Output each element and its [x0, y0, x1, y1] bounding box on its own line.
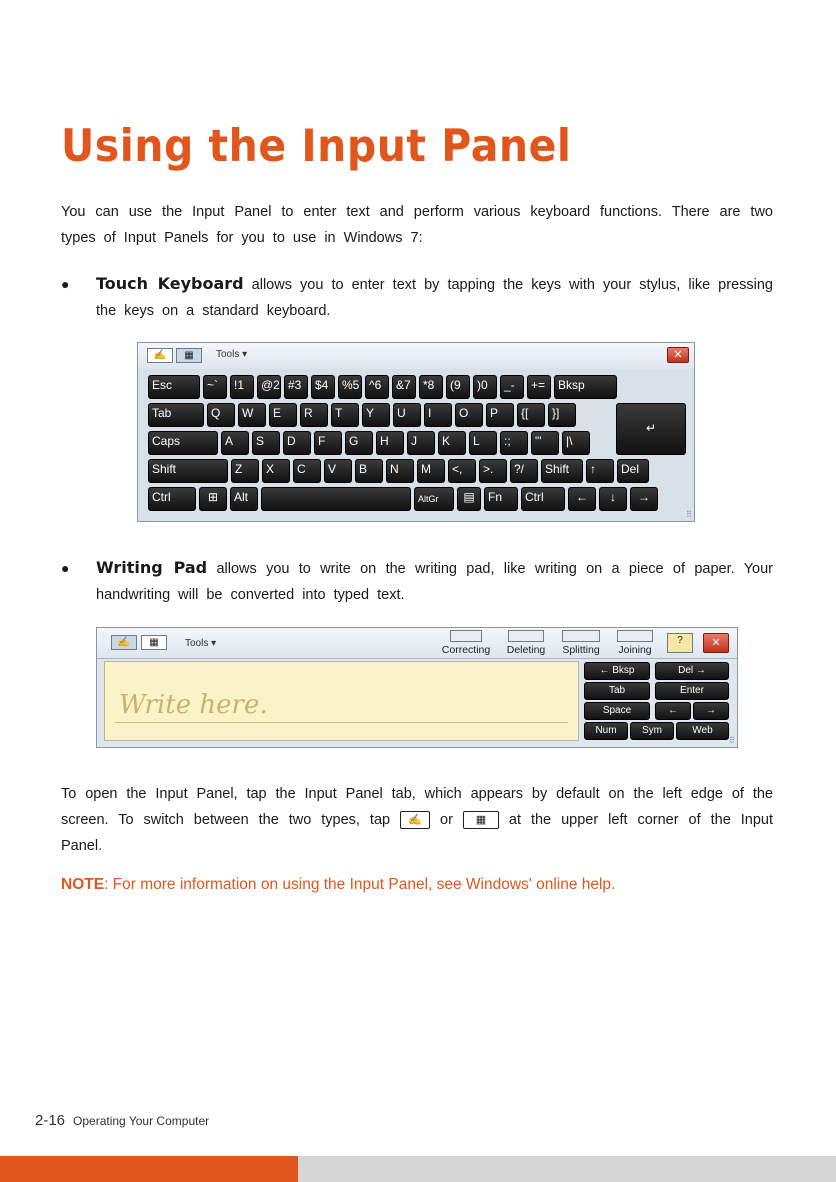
key[interactable]: F — [314, 431, 342, 455]
bullet-dot: ● — [61, 276, 70, 292]
writing-pad-toggle-icon[interactable]: ✍ — [147, 348, 173, 363]
key[interactable]: C — [293, 459, 321, 483]
key[interactable]: ~` — [203, 375, 227, 399]
key[interactable]: D — [283, 431, 311, 455]
right-arrow-button[interactable]: → — [693, 702, 729, 720]
keyboard-toolbar — [138, 343, 694, 369]
key[interactable]: }] — [548, 403, 576, 427]
key[interactable]: V — [324, 459, 352, 483]
key-ctrl-right[interactable]: Ctrl — [521, 487, 565, 511]
key[interactable]: $4 — [311, 375, 335, 399]
key[interactable]: @2 — [257, 375, 281, 399]
key[interactable]: ^6 — [365, 375, 389, 399]
key[interactable]: P — [486, 403, 514, 427]
key-right-arrow[interactable]: → — [630, 487, 658, 511]
key[interactable]: U — [393, 403, 421, 427]
key[interactable]: N — [386, 459, 414, 483]
num-button[interactable]: Num — [584, 722, 628, 740]
page-title: Using the Input Panel — [61, 120, 572, 172]
left-arrow-button[interactable]: ← — [655, 702, 691, 720]
key-space[interactable] — [261, 487, 411, 511]
bullet-dot: ● — [61, 560, 70, 576]
writing-pad-toggle-icon[interactable]: ✍ — [111, 635, 137, 650]
writing-area[interactable] — [104, 661, 579, 741]
key[interactable]: Z — [231, 459, 259, 483]
term-touch-keyboard: Touch Keyboard — [96, 274, 244, 293]
splitting-icon — [562, 630, 600, 642]
sym-button[interactable]: Sym — [630, 722, 674, 740]
key[interactable]: G — [345, 431, 373, 455]
key-caps[interactable]: Caps — [148, 431, 218, 455]
key[interactable]: |\ — [562, 431, 590, 455]
key-alt[interactable]: Alt — [230, 487, 258, 511]
correcting-tool[interactable]: Correcting — [437, 630, 495, 656]
key[interactable]: E — [269, 403, 297, 427]
key[interactable]: :; — [500, 431, 528, 455]
open-instructions-paragraph: To open the Input Panel, tap the Input Panel tab, which appears by default on the left edge of the screen. To switch between the two types, tap ✍ or ▦ at the upper left corner of the Input Panel. — [61, 786, 773, 854]
keyboard-toggle-icon: ▦ — [463, 811, 499, 829]
key-ctrl-left[interactable]: Ctrl — [148, 487, 196, 511]
writing-pad-toolbar — [97, 628, 737, 659]
key[interactable]: >. — [479, 459, 507, 483]
key[interactable]: Q — [207, 403, 235, 427]
splitting-tool[interactable]: Splitting — [555, 630, 607, 656]
enter-button[interactable]: Enter — [655, 682, 729, 700]
joining-tool[interactable]: Joining — [611, 630, 659, 656]
key[interactable]: !1 — [230, 375, 254, 399]
key-shift-left[interactable]: Shift — [148, 459, 228, 483]
note-text: NOTE: For more information on using the Input Panel, see Windows' online help. — [61, 876, 616, 893]
key-fn[interactable]: Fn — [484, 487, 518, 511]
page-footer — [35, 1112, 209, 1129]
menu-key-icon[interactable]: ▤ — [457, 487, 481, 511]
key-shift-right[interactable]: Shift — [541, 459, 583, 483]
write-here-placeholder: Write here. — [119, 690, 268, 720]
term-writing-pad: Writing Pad — [96, 558, 208, 577]
key[interactable]: I — [424, 403, 452, 427]
footer-bar-gray — [298, 1156, 836, 1182]
key-left-arrow[interactable]: ← — [568, 487, 596, 511]
key[interactable]: O — [455, 403, 483, 427]
key[interactable]: X — [262, 459, 290, 483]
key[interactable]: H — [376, 431, 404, 455]
bullet-text: Touch Keyboard allows you to enter text by tapping the keys with your stylus, like pressing the keys on a standard keyboard. — [96, 274, 773, 319]
keyboard-row-3 — [148, 431, 590, 455]
key[interactable]: *8 — [419, 375, 443, 399]
key[interactable]: (9 — [446, 375, 470, 399]
key[interactable]: R — [300, 403, 328, 427]
del-button[interactable]: Del → — [655, 662, 729, 680]
key-up-arrow[interactable]: ↑ — [586, 459, 614, 483]
key[interactable]: J — [407, 431, 435, 455]
writing-baseline — [115, 722, 568, 723]
key-altgr[interactable]: AltGr — [414, 487, 454, 511]
tab-button[interactable]: Tab — [584, 682, 650, 700]
deleting-tool[interactable]: Deleting — [501, 630, 551, 656]
resize-grip-icon[interactable]: ⠿ — [729, 736, 735, 745]
key[interactable]: A — [221, 431, 249, 455]
tools-menu[interactable]: Tools ▾ — [185, 638, 217, 649]
intro-paragraph: You can use the Input Panel to enter text and perform various keyboard functions. There are two types of Input Panels for you to use in Windows 7: — [61, 204, 773, 246]
writing-pad-panel — [96, 627, 738, 748]
key-down-arrow[interactable]: ↓ — [599, 487, 627, 511]
keyboard-toggle-icon[interactable]: ▦ — [141, 635, 167, 650]
key[interactable]: )0 — [473, 375, 497, 399]
key[interactable]: += — [527, 375, 551, 399]
keyboard-row-2 — [148, 403, 576, 427]
key[interactable]: M — [417, 459, 445, 483]
correcting-icon — [450, 630, 482, 642]
key[interactable]: K — [438, 431, 466, 455]
note-label: NOTE — [61, 876, 105, 893]
key-backspace[interactable]: Bksp — [554, 375, 617, 399]
key[interactable]: Y — [362, 403, 390, 427]
key[interactable]: T — [331, 403, 359, 427]
key-esc[interactable]: Esc — [148, 375, 200, 399]
bullet-touch-keyboard — [61, 271, 773, 324]
keyboard-row-4 — [148, 459, 649, 483]
bullet-writing-pad — [61, 555, 773, 608]
touch-keyboard-panel — [137, 342, 695, 522]
writing-pad-toggle-icon: ✍ — [400, 811, 430, 829]
resize-grip-icon[interactable]: ⠿ — [686, 510, 692, 519]
space-button[interactable]: Space — [584, 702, 650, 720]
key[interactable]: {[ — [517, 403, 545, 427]
key-delete[interactable]: Del — [617, 459, 649, 483]
bullet-text: Writing Pad allows you to write on the writing pad, like writing on a piece of paper. Your handwriting will be converted into typed text. — [96, 558, 773, 603]
windows-key-icon[interactable]: ⊞ — [199, 487, 227, 511]
joining-icon — [617, 630, 653, 642]
bksp-button[interactable]: ← Bksp — [584, 662, 650, 680]
close-icon[interactable]: ✕ — [703, 633, 729, 653]
key[interactable]: "' — [531, 431, 559, 455]
keyboard-toggle-icon[interactable]: ▦ — [176, 348, 202, 363]
tools-menu[interactable]: Tools ▾ — [216, 349, 248, 360]
footer-bar-orange — [0, 1156, 298, 1182]
page-number: 2-16 — [35, 1112, 66, 1129]
key[interactable]: &7 — [392, 375, 416, 399]
keyboard-row-5 — [148, 487, 658, 511]
section-title: Operating Your Computer — [73, 1114, 210, 1128]
key[interactable]: _- — [500, 375, 524, 399]
keyboard-row-1 — [148, 375, 617, 399]
key[interactable]: %5 — [338, 375, 362, 399]
web-button[interactable]: Web — [676, 722, 729, 740]
close-icon[interactable]: ✕ — [667, 347, 689, 363]
key[interactable]: #3 — [284, 375, 308, 399]
key[interactable]: W — [238, 403, 266, 427]
key-enter[interactable]: ↵ — [616, 403, 686, 455]
key[interactable]: <, — [448, 459, 476, 483]
deleting-icon — [508, 630, 544, 642]
help-icon[interactable]: ? — [667, 633, 693, 653]
key[interactable]: B — [355, 459, 383, 483]
key[interactable]: S — [252, 431, 280, 455]
key-tab[interactable]: Tab — [148, 403, 204, 427]
key[interactable]: ?/ — [510, 459, 538, 483]
key[interactable]: L — [469, 431, 497, 455]
